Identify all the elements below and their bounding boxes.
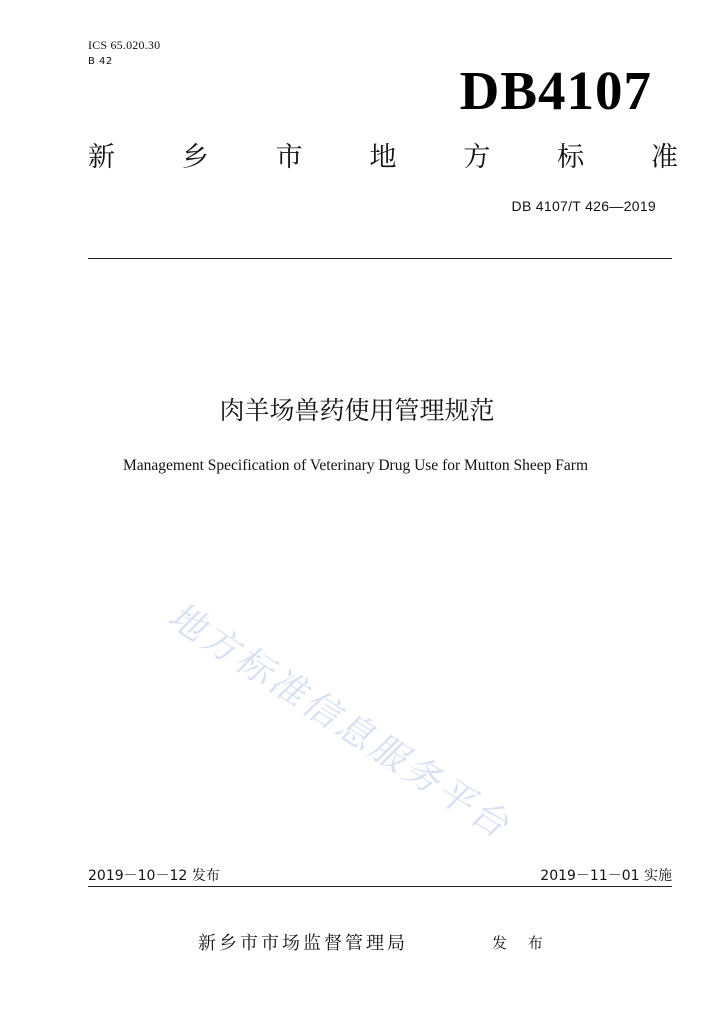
standard-type-char: 乡 — [181, 142, 209, 173]
standard-type-char: 新 — [88, 142, 115, 173]
title-chinese: 肉羊场兽药使用管理规范 — [219, 396, 495, 425]
title-english: Management Specification of Veterinary Drug Use for Mutton Sheep Farm — [122, 457, 589, 474]
title-chinese-wrap — [0, 394, 724, 428]
standard-type-char: 方 — [463, 142, 491, 173]
bottom-divider — [88, 886, 672, 887]
standard-type-heading — [88, 140, 678, 176]
standard-type-char: 标 — [557, 142, 585, 173]
ics-code: ICS 65.020.30 — [88, 38, 161, 52]
standard-type-char: 地 — [369, 142, 397, 173]
standard-number: DB 4107/T 426—2019 — [511, 198, 656, 214]
ccs-code: B 42 — [88, 56, 113, 67]
standard-type-char: 准 — [650, 142, 678, 173]
top-divider — [88, 258, 672, 259]
issue-date: 2019－10－12 发布 — [88, 868, 220, 884]
issue-verb: 发 布 — [492, 934, 551, 952]
implementation-date: 2019－11－01 实施 — [540, 868, 672, 884]
title-english-wrap — [0, 456, 724, 476]
watermark: 地方标准信息服务平台 — [159, 599, 525, 847]
db-code-logo: DB4107 — [459, 60, 652, 121]
issuing-authority: 新乡市市场监督管理局 — [198, 933, 408, 954]
standard-type-char: 市 — [275, 142, 303, 173]
